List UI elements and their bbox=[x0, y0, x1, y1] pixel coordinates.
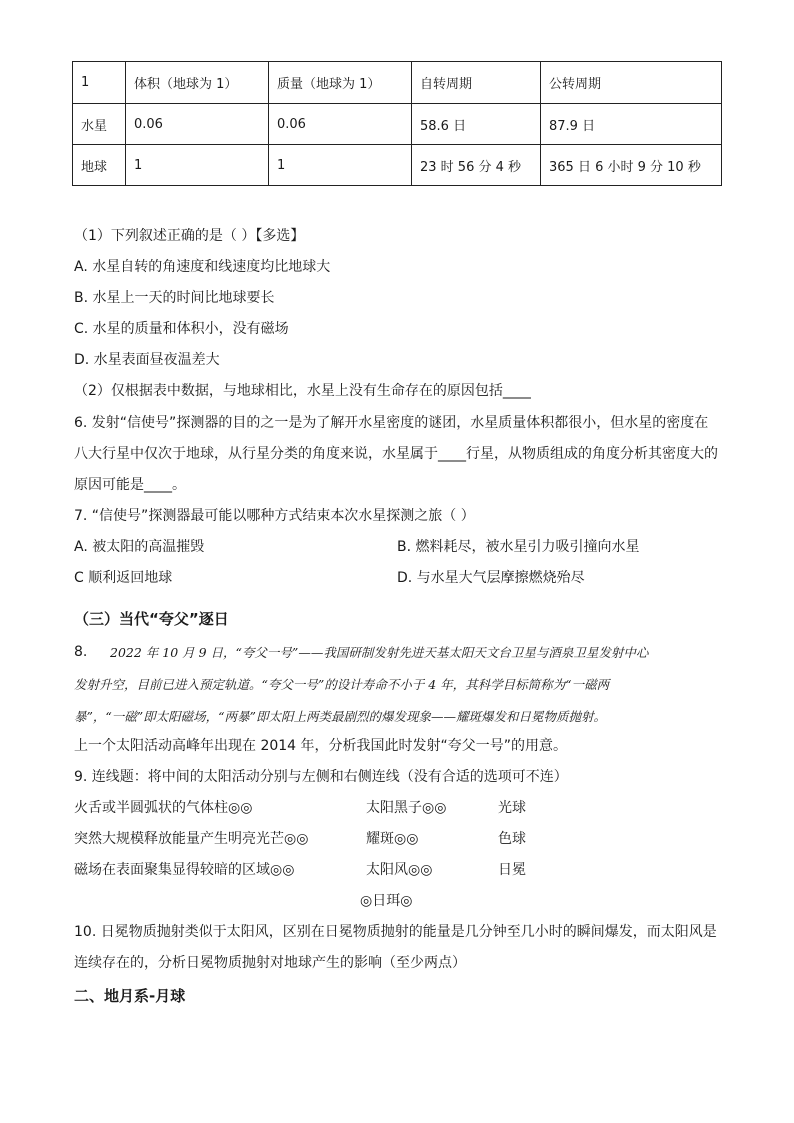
q6-line: 原因可能是____。 bbox=[74, 477, 186, 493]
table-row bbox=[73, 104, 722, 145]
table-cell: 体积（地球为 1） bbox=[126, 62, 269, 104]
q8-number: 8. bbox=[74, 644, 88, 660]
table-cell: 87.9 日 bbox=[541, 104, 722, 145]
q5-part2: （2）仅根据表中数据，与地球相比，水星上没有生命存在的原因包括____ bbox=[74, 383, 531, 399]
table-cell: 1 bbox=[126, 145, 269, 186]
q6-line: 八大行星中仅次于地球，从行星分类的角度来说，水星属于____行星，从物质组成的角度分析其密度大的 bbox=[74, 446, 718, 462]
q7-stem: 7. “信使号”探测器最可能以哪种方式结束本次水星探测之旅（ ） bbox=[74, 508, 475, 524]
q9-left-item: 火舌或半圆弧状的气体柱◎◎ bbox=[74, 800, 253, 816]
table-cell: 23 时 56 分 4 秒 bbox=[412, 145, 541, 186]
q7-option-b: B. 燃料耗尽，被水星引力吸引撞向水星 bbox=[397, 539, 640, 555]
table-cell: 公转周期 bbox=[541, 62, 722, 104]
q5-part1: （1）下列叙述正确的是（ ）【多选】 bbox=[74, 228, 305, 244]
q5-option-d: D. 水星表面昼夜温差大 bbox=[74, 352, 220, 368]
section-3-heading: （三）当代“夸父”逐日 bbox=[74, 610, 229, 628]
q8-passage-line: 2022 年 10 月 9 日，“夸父一号”——我国研制发射先进天基太阳天文台卫星与酒泉卫星发射中心 bbox=[110, 645, 649, 660]
q10-line: 10. 日冕物质抛射类似于太阳风，区别在日冕物质抛射的能量是几分钟至几小时的瞬间爆发，而太阳风是 bbox=[74, 924, 717, 940]
q6-line: 6. 发射“信使号”探测器的目的之一是为了解开水星密度的谜团，水星质量体积都很小，但水星的密度在 bbox=[74, 415, 709, 431]
q9-middle-item: 太阳黑子◎◎ bbox=[366, 800, 447, 816]
table-cell: 水星 bbox=[73, 104, 126, 145]
table-cell: 0.06 bbox=[269, 104, 412, 145]
q10-line: 连续存在的，分析日冕物质抛射对地球产生的影响（至少两点） bbox=[74, 955, 466, 971]
table-cell: 自转周期 bbox=[412, 62, 541, 104]
table-cell: 365 日 6 小时 9 分 10 秒 bbox=[541, 145, 722, 186]
q9-left-item: 突然大规模释放能量产生明亮光芒◎◎ bbox=[74, 831, 309, 847]
planet-data-table bbox=[72, 61, 722, 186]
q9-right-item: 日冕 bbox=[498, 862, 526, 878]
q8-passage-line: 发射升空，目前已进入预定轨道。“夸父一号”的设计寿命不小于 4 年，其科学目标简称为“一磁两 bbox=[74, 677, 610, 692]
q9-stem: 9. 连线题：将中间的太阳活动分别与左侧和右侧连线（没有合适的选项可不连） bbox=[74, 769, 568, 785]
table-cell: 地球 bbox=[73, 145, 126, 186]
q9-right-item: 光球 bbox=[498, 800, 526, 816]
q5-option-a: A. 水星自转的角速度和线速度均比地球大 bbox=[74, 259, 331, 275]
section-2-heading: 二、地月系-月球 bbox=[74, 987, 186, 1005]
table-cell: 0.06 bbox=[126, 104, 269, 145]
q9-right-item: 色球 bbox=[498, 831, 526, 847]
table-cell: 1 bbox=[73, 62, 126, 104]
q9-middle-item: 耀斑◎◎ bbox=[366, 831, 419, 847]
table-header-row bbox=[73, 62, 722, 104]
q8-passage-line: 暴”，“一磁”即太阳磁场，“两暴”即太阳上两类最剧烈的爆发现象——耀斑爆发和日冕物质抛射。 bbox=[74, 709, 606, 724]
q7-option-c: C 顺利返回地球 bbox=[74, 570, 173, 586]
table-cell: 58.6 日 bbox=[412, 104, 541, 145]
q9-left-item: 磁场在表面聚集显得较暗的区域◎◎ bbox=[74, 862, 295, 878]
q8-question: 上一个太阳活动高峰年出现在 2014 年，分析我国此时发射“夸父一号”的用意。 bbox=[74, 738, 568, 754]
table-cell: 质量（地球为 1） bbox=[269, 62, 412, 104]
q7-option-a: A. 被太阳的高温摧毁 bbox=[74, 539, 205, 555]
q5-option-c: C. 水星的质量和体积小，没有磁场 bbox=[74, 321, 289, 337]
q9-middle-item: ◎日珥◎ bbox=[360, 893, 413, 909]
q5-option-b: B. 水星上一天的时间比地球要长 bbox=[74, 290, 275, 306]
table-cell: 1 bbox=[269, 145, 412, 186]
q7-option-d: D. 与水星大气层摩擦燃烧殆尽 bbox=[397, 570, 585, 586]
table-row bbox=[73, 145, 722, 186]
q9-middle-item: 太阳风◎◎ bbox=[366, 862, 433, 878]
